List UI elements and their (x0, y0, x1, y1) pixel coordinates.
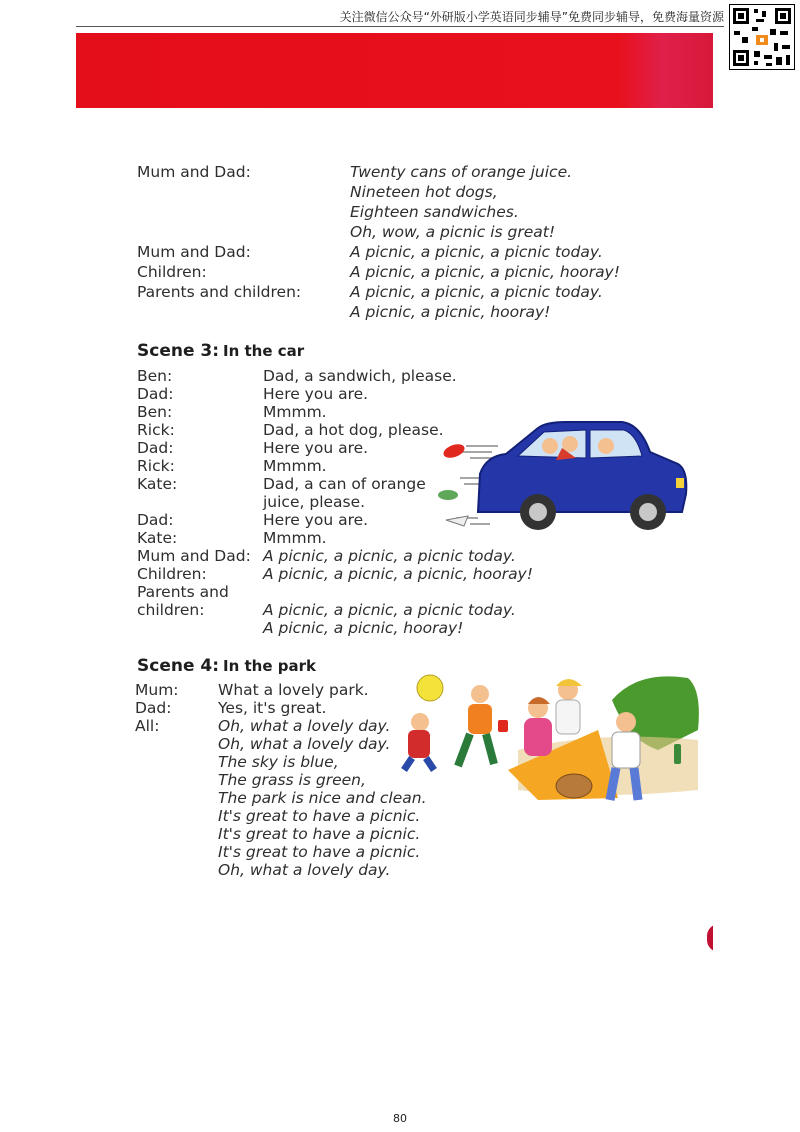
dialogue-row (137, 162, 657, 182)
dialogue-row (137, 582, 657, 600)
line: A picnic, a picnic, a picnic, hooray! (350, 263, 620, 281)
speaker: Ben: (137, 367, 173, 385)
line: Yes, it's great. (218, 699, 327, 717)
line: A picnic, a picnic, a picnic today. (350, 283, 603, 301)
dialogue-row (137, 182, 657, 202)
scene3-dialogue (137, 366, 657, 636)
speaker: Mum and Dad: (137, 243, 251, 261)
line: Oh, what a lovely day. (218, 717, 391, 735)
line: Mmmm. (263, 457, 327, 475)
scene4-heading (137, 656, 316, 676)
speaker: Mum: (135, 681, 179, 699)
dialogue-row (137, 402, 657, 420)
line: It's great to have a picnic. (218, 825, 421, 843)
dialogue-row (137, 366, 657, 384)
qr-code (729, 4, 795, 70)
dialogue-row (135, 770, 595, 788)
scene-title: Scene 3: (137, 341, 220, 361)
dad-head (616, 712, 636, 732)
dialogue-row (135, 860, 595, 878)
line: Nineteen hot dogs, (350, 183, 498, 201)
line: What a lovely park. (218, 681, 369, 699)
dialogue-row (137, 202, 657, 222)
speaker: Parents and (137, 583, 229, 601)
scene4-dialogue (135, 680, 595, 878)
dialogue-row (137, 420, 657, 438)
line: A picnic, a picnic, a picnic today. (350, 243, 603, 261)
bottle (674, 744, 681, 764)
dialogue-row (137, 282, 657, 302)
line: Dad, a can of orange (263, 475, 426, 493)
line: Dad, a hot dog, please. (263, 421, 444, 439)
line: Eighteen sandwiches. (350, 203, 519, 221)
dialogue-row (137, 456, 657, 474)
page-number: 80 (393, 1112, 407, 1125)
line: Here you are. (263, 439, 369, 457)
header-divider (76, 26, 724, 27)
dialogue-row (137, 492, 657, 510)
dialogue-row (137, 384, 657, 402)
scene3-heading (137, 341, 304, 361)
scene-title: Scene 4: (137, 656, 220, 676)
speaker: Ben: (137, 403, 173, 421)
line: The park is nice and clean. (218, 789, 427, 807)
speaker: Kate: (137, 475, 178, 493)
dialogue-row (135, 788, 595, 806)
line: Oh, wow, a picnic is great! (350, 223, 556, 241)
speaker: Mum and Dad: (137, 163, 251, 181)
dialogue-row (137, 546, 657, 564)
dialogue-row (135, 734, 595, 752)
speaker: All: (135, 717, 160, 735)
line: Twenty cans of orange juice. (350, 163, 573, 181)
page-margin (713, 918, 733, 958)
qr-code-graphic (730, 5, 794, 69)
scene-subtitle: In the park (223, 657, 316, 675)
line: A picnic, a picnic, a picnic, hooray! (263, 565, 533, 583)
line: A picnic, a picnic, hooray! (263, 619, 464, 637)
dialogue-row (137, 302, 657, 322)
dialogue-row (135, 680, 595, 698)
speaker: Dad: (137, 511, 174, 529)
dialogue-row (135, 752, 595, 770)
dialogue-row (137, 242, 657, 262)
speaker: children: (137, 601, 205, 619)
dialogue-row (135, 716, 595, 734)
headlight (676, 478, 684, 488)
speaker: Mum and Dad: (137, 547, 251, 565)
dialogue-row (135, 824, 595, 842)
line: juice, please. (263, 493, 366, 511)
line: The grass is green, (218, 771, 366, 789)
speaker: Dad: (137, 439, 174, 457)
dialogue-row (137, 262, 657, 282)
dialogue-row (137, 600, 657, 618)
dialogue-row (137, 564, 657, 582)
dialogue-row (135, 842, 595, 860)
line: Here you are. (263, 511, 369, 529)
line: Mmmm. (263, 403, 327, 421)
dialogue-row (135, 806, 595, 824)
line: A picnic, a picnic, hooray! (350, 303, 551, 321)
dad-shirt (612, 732, 640, 768)
scene2-dialogue (137, 162, 657, 322)
header-note: 关注微信公众号“外研版小学英语同步辅导”免费同步辅导，免费海量资源 (339, 10, 724, 24)
speaker: Dad: (135, 699, 172, 717)
line: Oh, what a lovely day. (218, 861, 391, 879)
speaker: Dad: (137, 385, 174, 403)
speaker: Kate: (137, 529, 178, 547)
line: Here you are. (263, 385, 369, 403)
dialogue-row (137, 438, 657, 456)
line: Oh, what a lovely day. (218, 735, 391, 753)
line: It's great to have a picnic. (218, 807, 421, 825)
line: Mmmm. (263, 529, 327, 547)
speaker: Rick: (137, 421, 175, 439)
dialogue-row (137, 510, 657, 528)
dialogue-row (137, 222, 657, 242)
dialogue-row (137, 618, 657, 636)
line: Dad, a sandwich, please. (263, 367, 457, 385)
dialogue-row (135, 698, 595, 716)
scene-subtitle: In the car (223, 342, 305, 360)
speaker: Children: (137, 565, 207, 583)
dialogue-row (137, 474, 657, 492)
speaker: Rick: (137, 457, 175, 475)
chapter-banner (76, 33, 713, 108)
speaker: Children: (137, 263, 207, 281)
line: It's great to have a picnic. (218, 843, 421, 861)
dialogue-row (137, 528, 657, 546)
line: A picnic, a picnic, a picnic today. (263, 601, 516, 619)
line: A picnic, a picnic, a picnic today. (263, 547, 516, 565)
speaker: Parents and children: (137, 283, 302, 301)
line: The sky is blue, (218, 753, 339, 771)
